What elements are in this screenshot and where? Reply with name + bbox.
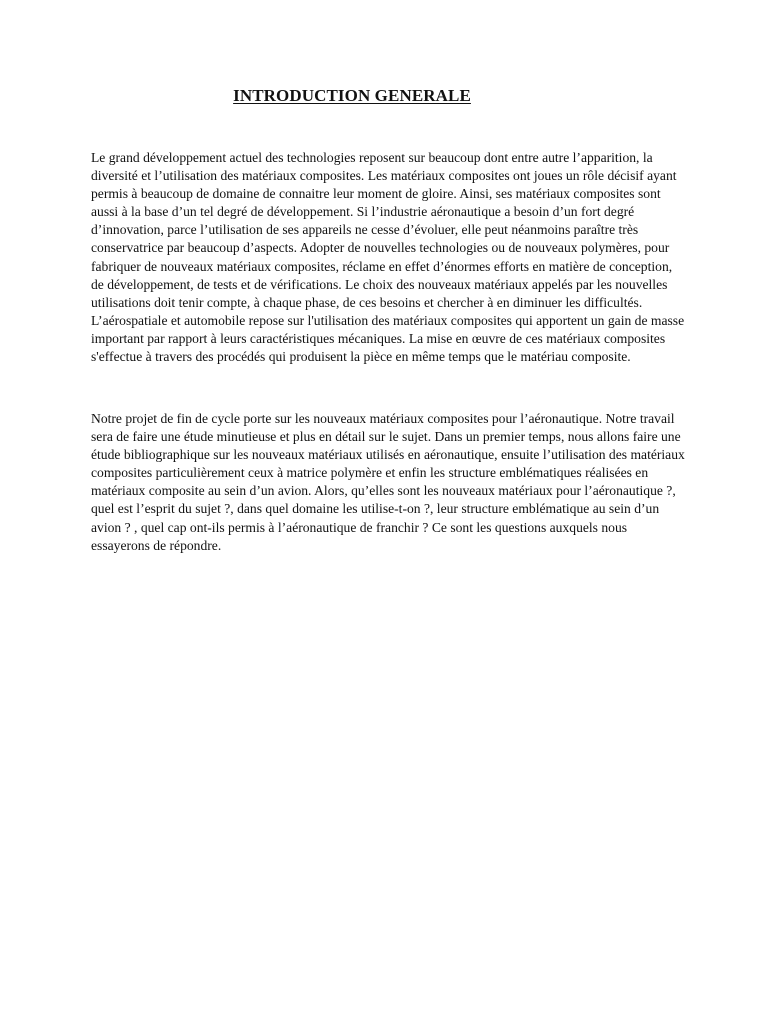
document-title: INTRODUCTION GENERALE: [233, 86, 471, 105]
paragraph-project: Notre projet de fin de cycle porte sur les nouveaux matériaux composites pour l’aéronautique. Notre travail sera de faire une étude minutieuse et plus en détail sur le sujet. Dans un premier temps, nous allons faire une étude bibliographique sur les nouveaux matériaux utilisés en aéronautique, ensuite l’utilisation des matériaux composites particulièrement ceux à matrice polymère et enfin les structure emblématiques réalisées en matériaux composite au sein d’un avion. Alors, qu’elles sont les nouveaux matériaux pour l’aéronautique ?, quel est l’esprit du sujet ?, dans quel domaine les utilise-t-on ?, leur structure emblématique au sein d’un avion ? , quel cap ont-ils permis à l’aéronautique de franchir ? Ce sont les questions auxquels nous essayerons de répondre.: [91, 411, 685, 553]
paragraph-introduction: Le grand développement actuel des technologies reposent sur beaucoup dont entre autre l’apparition, la diversité et l’utilisation des matériaux composites. Les matériaux composites ont joues un rôle décisif ayant permis à beaucoup de domaine de connaitre leur moment de gloire. Ainsi, ses matériaux composites sont aussi à la base d’un tel degré de développement. Si l’industrie aéronautique a besoin d’un fort degré d’innovation, parce l’utilisation de ses appareils ne cesse d’évoluer, elle peut néanmoins paraître très conservatrice par beaucoup d’aspects. Adopter de nouvelles technologies ou de nouveaux polymères, pour fabriquer de nouveaux matériaux composites, réclame en effet d’énormes efforts en matière de conception, de développement, de tests et de vérifications. Le choix des nouveaux matériaux appelés par les nouvelles utilisations doit tenir compte, à chaque phase, de ces besoins et chercher à en diminuer les difficultés. L’aérospatiale et automobile repose sur l'utilisation des matériaux composites qui apportent un gain de masse important par rapport à leurs caractéristiques mécaniques. La mise en œuvre de ces matériaux composites s'effectue à travers des procédés qui produisent la pièce en même temps que le matériau composite.: [91, 150, 685, 365]
